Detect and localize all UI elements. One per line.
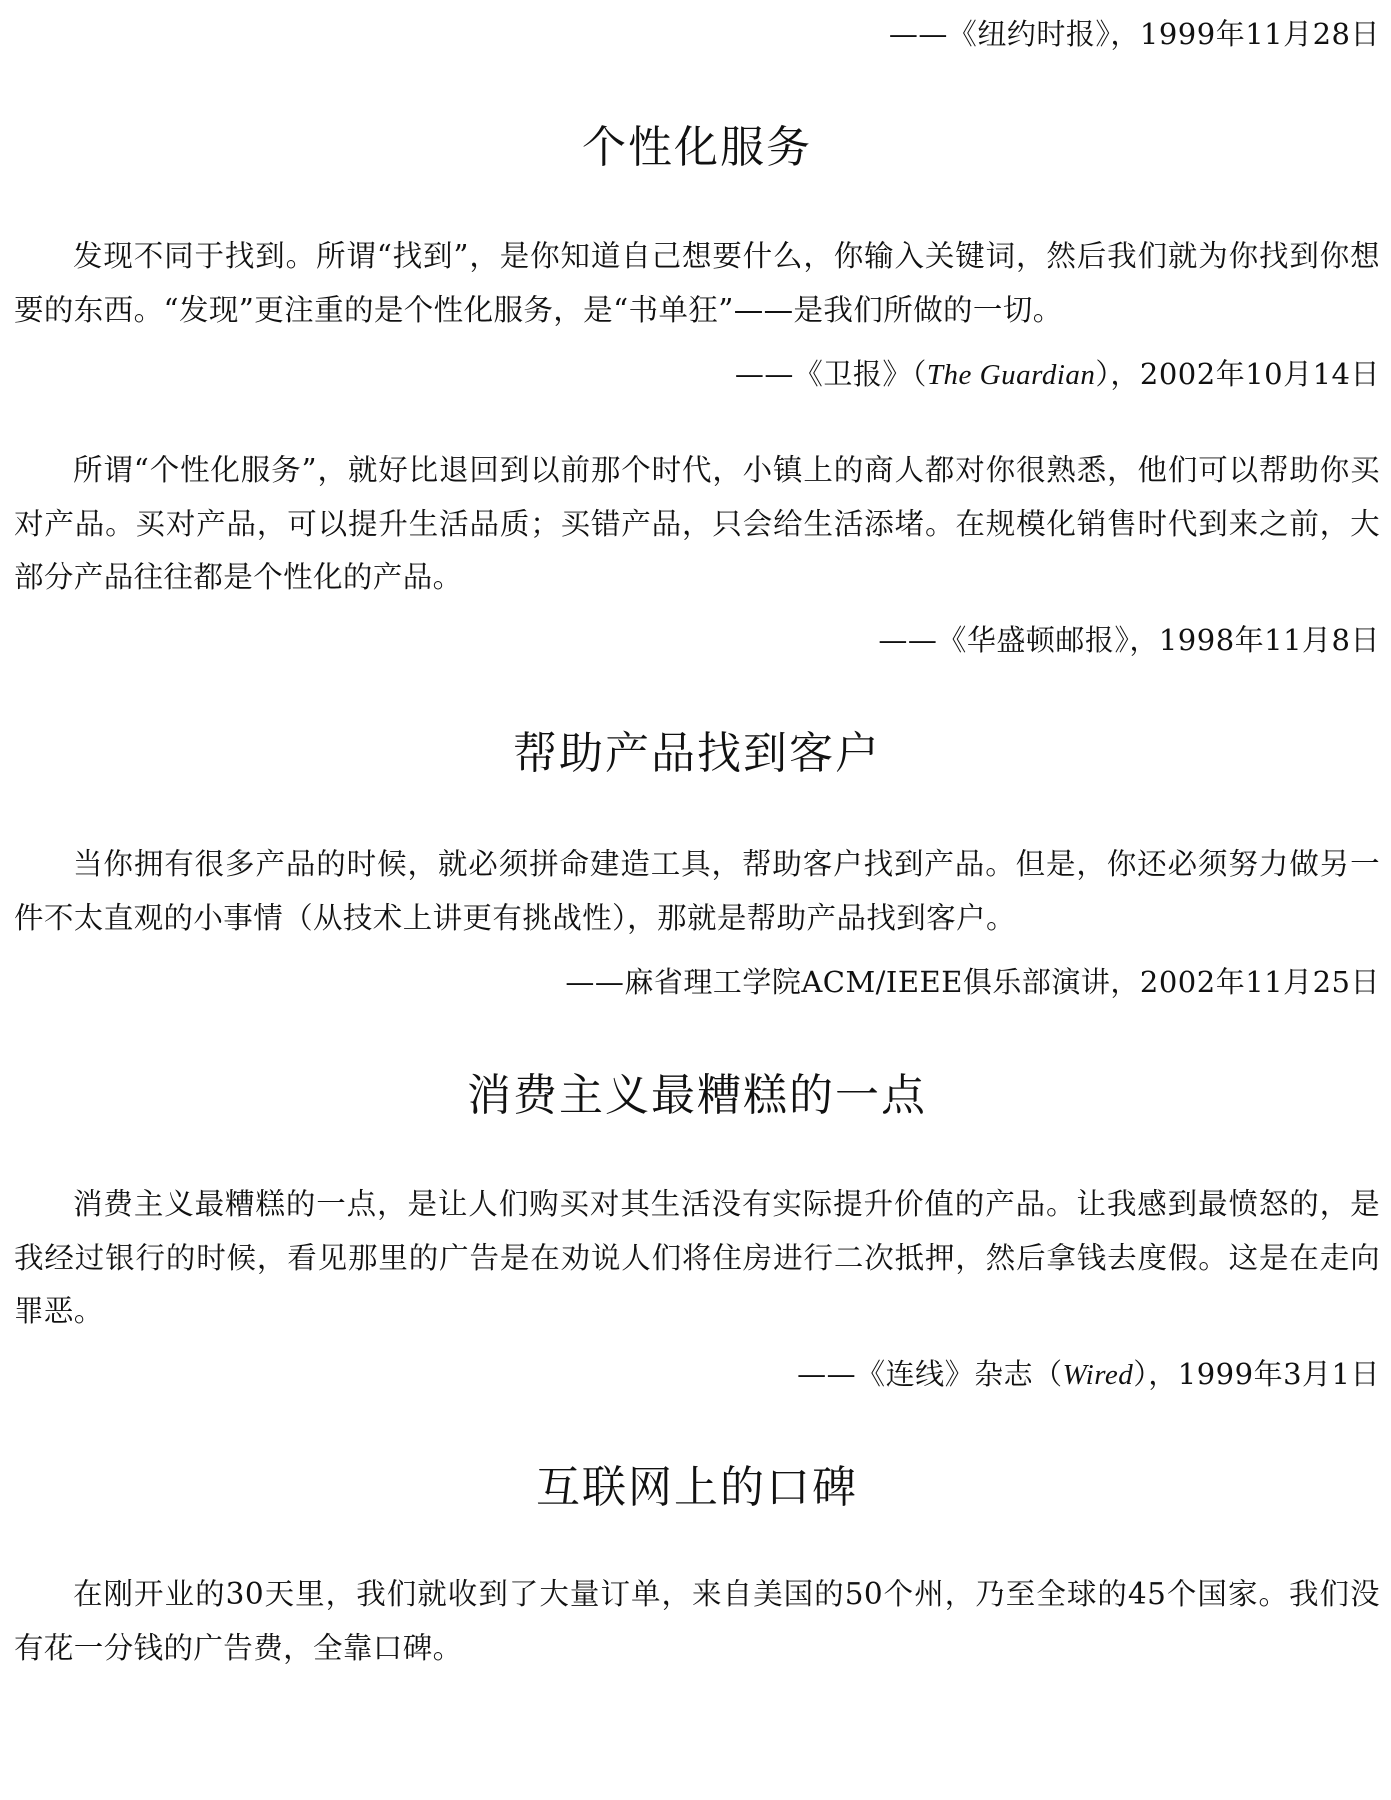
attribution-guardian	[735, 354, 1380, 395]
attribution-italic-title: The Guardian	[926, 359, 1096, 391]
attribution-text: ——《卫报》（	[734, 357, 927, 391]
attribution-text: ——《纽约时报》，1999年11月28日	[888, 17, 1380, 51]
attribution-text: ——《连线》杂志（	[797, 1357, 1063, 1391]
document-page	[14, 0, 1380, 1800]
attribution-wired	[797, 1354, 1380, 1395]
attribution-date: ），1999年3月1日	[1133, 1357, 1380, 1391]
attribution-text: ——麻省理工学院ACM/IEEE俱乐部演讲，2002年11月25日	[565, 965, 1380, 999]
paragraph-discovery: 发现不同于找到。所谓“找到”，是你知道自己想要什么，你输入关键词，然后我们就为你找到你想要的东西。“发现”更注重的是个性化服务，是“书单狂”——是我们所做的一切。	[14, 239, 1380, 327]
section-heading-personalization: 个性化服务	[582, 122, 812, 173]
attribution-mit-talk	[565, 962, 1380, 1002]
attribution-nyt	[889, 14, 1380, 54]
attribution-text: ——《华盛顿邮报》，1998年11月8日	[878, 623, 1380, 657]
attribution-date: ），2002年10月14日	[1095, 357, 1380, 391]
paragraph-consumerism: 消费主义最糟糕的一点，是让人们购买对其生活没有实际提升价值的产品。让我感到最愤怒的，是我经过银行的时候，看见那里的广告是在劝说人们将住房进行二次抵押，然后拿钱去度假。这是在走向罪恶。	[14, 1187, 1380, 1328]
attribution-italic-title: Wired	[1062, 1359, 1134, 1391]
paragraph-personalized-service: 所谓“个性化服务”，就好比退回到以前那个时代，小镇上的商人都对你很熟悉，他们可以帮助你买对产品。买对产品，可以提升生活品质；买错产品，只会给生活添堵。在规模化销售时代到来之前，大部分产品往往都是个性化的产品。	[14, 453, 1380, 594]
attribution-washington-post	[878, 620, 1380, 660]
paragraph-word-of-mouth: 在刚开业的30天里，我们就收到了大量订单，来自美国的50个州，乃至全球的45个国家。我们没有花一分钱的广告费，全靠口碑。	[14, 1577, 1380, 1665]
section-heading-help-products: 帮助产品找到客户	[513, 728, 881, 779]
section-heading-word-of-mouth: 互联网上的口碑	[536, 1462, 858, 1513]
paragraph-help-products: 当你拥有很多产品的时候，就必须拼命建造工具，帮助客户找到产品。但是，你还必须努力做另一件不太直观的小事情（从技术上讲更有挑战性），那就是帮助产品找到客户。	[14, 847, 1380, 935]
section-heading-consumerism: 消费主义最糟糕的一点	[467, 1070, 927, 1121]
